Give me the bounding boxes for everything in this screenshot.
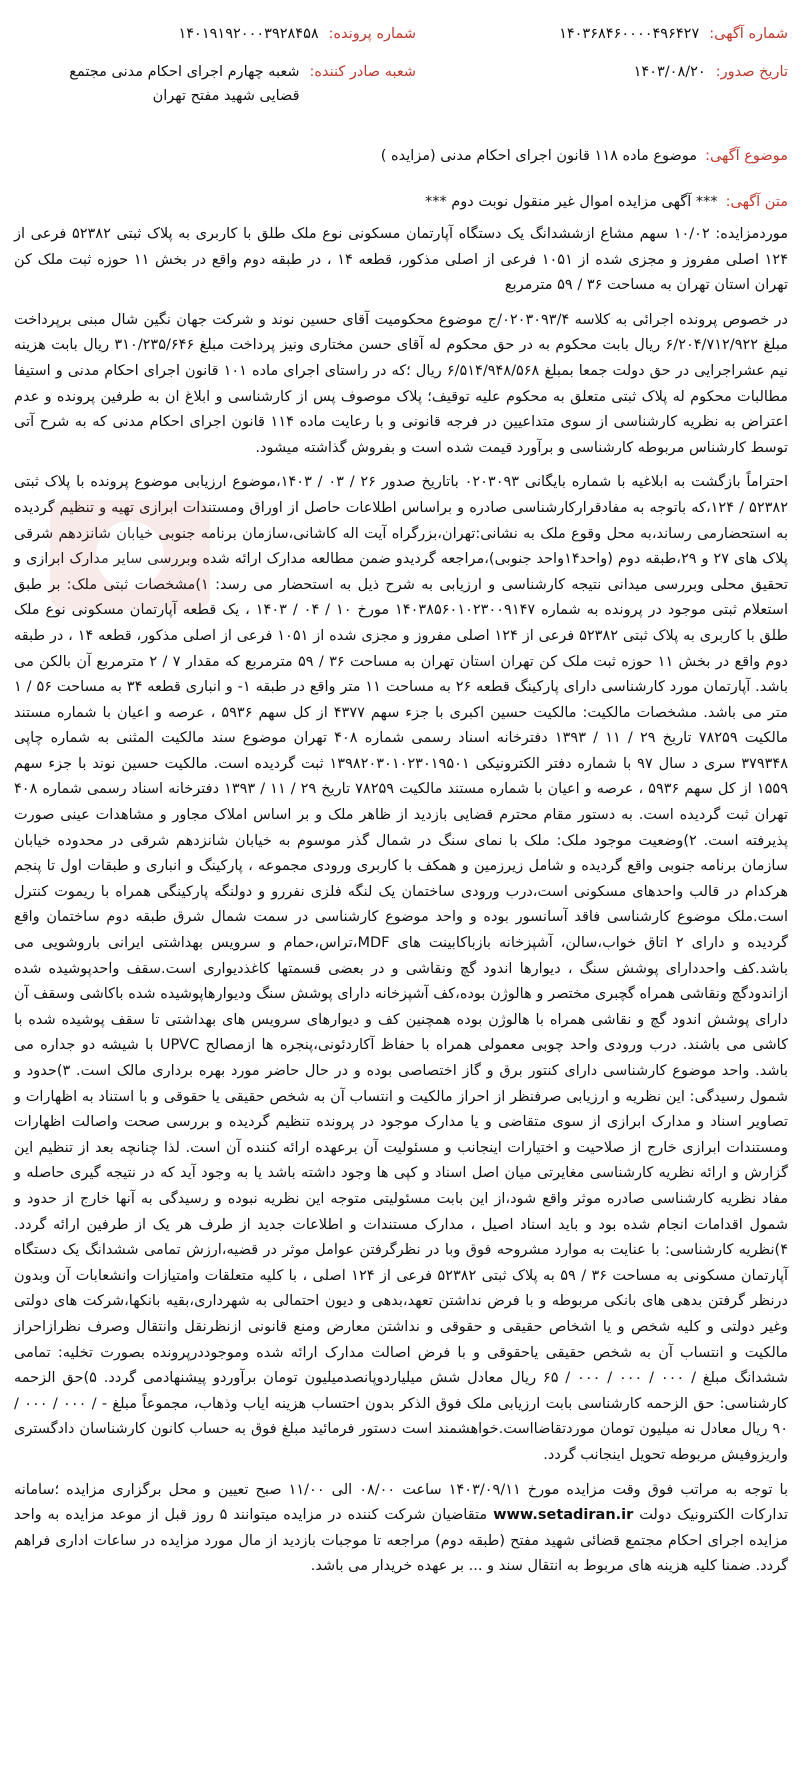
notice-number [416,22,788,46]
setadiran-link[interactable]: www.setadiran.ir [493,1507,634,1524]
issuer-label: شعبه صادر کننده: [309,64,416,80]
issue-date-label: تاریخ صدور: [715,64,788,80]
paragraph-expert-report: احتراماً بازگشت به ابلاغیه با شماره بایگانی ۰۲۰۳۰۹۳ باتاریخ صدور ۲۶ / ۰۳ / ۱۴۰۳،موضوع ارزیابی موضوع پرونده با پلاک ثبتی ۵۲۳۸۲ / ۱۲۴،که باتوجه به مفادقرارکارشناسی صادره و براساس اطلاعات حاصل از اوراق ومستندات ابرازی تهیه و تنظیم گردیده به استحضارمی رساند،به محل وقوع ملک به نشانی:تهران،بزرگراه آیت اله کاشانی،سازمان برنامه جنوبی خیابان شانزدهم شرقی پلاک های ۲۷ و ۲۹،طبقه دوم (واحد۱۴واحد جنوبی)،مراجعه گردیدو ضمن مطالعه مدارک ارائه شده وبررسی سایر مدارک ابرازی و تحقیق محلی وبررسی میدانی نتیجه کارشناسی و ارزیابی به شرح ذیل به استحضار می رسد: ۱)مشخصات ثبتی ملک: بر طبق استعلام ثبتی موجود در پرونده به شماره ۱۴۰۳۸۵۶۰۱۰۲۳۰۰۹۱۴۷ مورخ ۱۰ / ۰۴ / ۱۴۰۳ ، یک قطعه آپارتمان مسکونی نوع ملک طلق با کاربری به پلاک ثبتی ۵۲۳۸۲ فرعی از ۱۲۴ اصلی مفروز و مجزی شده از ۱۰۵۱ فرعی از اصلی مذکور، قطعه ۱۴ ، در طبقه دوم واقع در بخش ۱۱ حوزه ثبت ملک کن تهران استان تهران به مساحت ۳۶ / ۵۹ مترمربع که مقدار ۷ / ۲ مترمربع آن بالکن می باشد. آپارتمان مورد کارشناسی دارای پارکینگ قطعه ۲۶ به مساحت ۱۱ متر واقع در طبقه ۱- و انباری قطعه ۳۴ به مساحت ۵۶ / ۱ متر می باشد. مشخصات مالکیت: مالکیت حسین اکبری با جزء سهم ۴۳۷۷ از کل سهم ۵۹۳۶ ، عرصه و اعیان با شماره مستند مالکیت ۷۸۲۵۹ تاریخ ۲۹ / ۱۱ / ۱۳۹۳ دفترخانه اسناد رسمی شماره ۴۰۸ تهران موضوع سند مالکیت المثنی به شماره چاپی ۳۷۹۳۴۸ سری د سال ۹۷ با شماره دفتر الکترونیکی ۱۳۹۸۲۰۳۰۱۰۲۳۰۱۹۵۰۱ ثبت گردیده است. مالکیت حسین نوند با جزء سهم ۱۵۵۹ از کل سهم ۵۹۳۶ ، عرصه و اعیان با شماره مستند مالکیت ۷۸۲۵۹ تاریخ ۲۹ / ۱۱ / ۱۳۹۳ دفترخانه اسناد رسمی شماره ۴۰۸ تهران ثبت گردیده است. به دستور مقام محترم قضایی بازدید از ظاهر ملک و بر اساس املاک مجاور و مشاهدات عینی صورت پذیرفته است. ۲)وضعیت موجود ملک: ملک با نمای سنگ در شمال گذر موسوم به خیابان شانزدهم شرقی در محدوده خیابان سازمان برنامه جنوبی واقع گردیده و شامل زیرزمین و همکف با کاربری ورودی مجموعه ، پارکینگ و انباری و طبقات اول تا پنجم هرکدام در قالب واحدهای مسکونی است،درب ورودی ساختمان یک لنگه فلزی نفررو و دولنگه پارکینگی همراه با ریموت کنترل است.ملک موضوع کارشناسی فاقد آسانسور بوده و واحد موضوع کارشناسی در سمت شمال شرق طبقه دوم ساختمان واقع گردیده و دارای ۲ اتاق خواب،سالن، آشپزخانه بازباکابینت های MDF،تراس،حمام و سرویس بهداشتی ایرانی باروشویی می باشد.کف واحددارای پوشش سنگ ، دیوارها اندود گچ ونقاشی و در بعضی قسمتها کاغذدیواری است.سقف واحدپوشیده شده ازاندودگچ ونقاشی همراه گچبری مختصر و هالوژن بوده،کف آشپزخانه دارای پوشش سنگ ودیوارهاپوشیده شده باکاشی وسقف آن دارای پوشش اندود گچ و نقاشی همراه با هالوژن بوده همچنین کف و دیوارهای سرویس های بهداشتی تا سقف پوشیده شده با کاشی می باشند. درب ورودی واحد چوبی معمولی همراه با حفاظ آکاردئونی،پنجره ها ازمصالح UPVC با شیشه دو جداره می باشد. واحد موضوع کارشناسی دارای کنتور برق و گاز اختصاصی بوده و در حال حاضر مورد بهره برداری مالک است. ۳)حدود و شمول رسیدگی: این نظریه و ارزیابی صرفنظر از احراز مالکیت و انتساب آن به شخص حقیقی یا حقوقی و با استناد به اظهارات و تصاویر اسناد و مدارک ابرازی از سوی متقاضی و یا مدارک موجود در پرونده تنظیم گردیده و بررسی صحت واصالت اظهارات ومستندات ابرازی خارج از صلاحیت و اختیارات اینجانب و مسئولیت آن برعهده ارائه کننده آن است. لذا چنانچه بعد از تنظیم این گزارش و ارائه نظریه کارشناسی مغایرتی میان اصل اسناد و کپی ها وجود داشته باشد یا به وجود آید که در نتیجه گیری حاصله و مفاد نظریه کارشناسی صادره موثر واقع شود،از این بابت مسئولیتی متوجه این نظریه نبوده و رسیدگی به آنها خارج از حدود و شمول اقدامات انجام شده بود و باید اسناد اصیل ، مدارک مستندات و اطلاعات جدید از طرف هر یک از طرفین ارائه گردد. ۴)نظریه کارشناسی: با عنایت به موارد مشروحه فوق وبا در نظرگرفتن عوامل موثر در قضیه،ارزش تمامی ششدانگ یک دستگاه آپارتمان مسکونی به مساحت ۳۶ / ۵۹ به پلاک ثبتی ۵۲۳۸۲ فرعی از ۱۲۴ اصلی ، با کلیه متعلقات وامتیازات وانشعابات آن وبدون درنظر گرفتن بدهی های بانکی مربوطه و با فرض نداشتن تعهد،بدهی و دیون احتمالی به شهرداری،بقیه بانکها،شرکت های دولتی وغیر دولتی و کلیه شخص و یا اشخاص حقیقی و حقوقی و نداشتن معارض ومنع قانونی ازنظرنقل وانتقال وصرف نظرازاحراز مالکیت و انتساب آن به شخص حقیقی یاحقوقی و با فرض اصالت مدارک ارائه شده وموجوددرپرونده بصورت تخلیه: تمامی ششدانگ مبلغ / ۰۰۰ / ۰۰۰ / ۰۰۰ / ۶۵ ریال معادل شش میلیاردوپانصدمیلیون تومان برآوردو پیشنهادمی گردد. ۵)حق الزحمه کارشناسی: حق الزحمه کارشناسی بابت ارزیابی ملک فوق الذکر بدون احتساب هزینه ایاب وذهاب، مجموعاً مبلغ - / ۰۰۰ / ۰۰۰ / ۹۰ ریال معادل نه میلیون تومان موردتقاضااست.خواهشمند است دستور فرمائید مبلغ فوق به حساب کانون کارشناسان دادگستری واریزوفیش مربوطه تحویل اینجانب گردد. [14,474,789,1463]
issue-date-value: ۱۴۰۳/۰۸/۲۰ [633,64,706,80]
paragraph-closing [14,1478,788,1580]
notice-body [14,222,788,1580]
subject-row [14,144,788,168]
paragraph-case-details: در خصوص پرونده اجرائی به کلاسه ۰۲۰۳۰۹۳/۴/ج موضوع محکومیت آقای حسین نوند و شرکت جهان نگین شال مبنی برپرداخت مبلغ ۶/۲۰۴/۷۱۲/۹۲۲ ریال بابت محکوم به در حق محکوم له آقای حسن مختاری ونیز پرداخت مبلغ ۳۱۰/۲۳۵/۶۴۶ ریال بابت هزینه نیم عشراجرایی در حق دولت جمعا بمبلغ ۶/۵۱۴/۹۴۸/۵۶۸ ریال ؛که در راستای اجرای ماده ۱۰۱ قانون اجرای احکام مدنی و استیفا مطالبات محکوم له پلاک ثبتی متعلق به محکوم علیه توقیف؛ پلاک موصوف پس از کارشناسی و ابلاغ ان به طرفین پرونده و عدم اعتراض به نظریه کارشناسی از سوی متداعیین در فرجه قانونی و با رعایت ماده ۱۱۴ قانون اجرای احکام مدنی که به شرح آتی توسط کارشناس مربوطه کارشناسی و برآورد قیمت شده است و بفروش گذاشته میشود. [14,311,789,456]
body-title-value: *** آگهی مزایده اموال غیر منقول نوبت دوم *** [424,194,718,210]
case-number [14,22,416,46]
subject-value: موضوع ماده ۱۱۸ قانون اجرای احکام مدنی (مزایده ) [380,148,698,164]
case-number-label: شماره پرونده: [328,26,416,42]
issuer [14,60,416,108]
body-title-row [14,190,788,214]
paragraph-auction-item: موردمزایده: ۱۰/۰۲ سهم مشاع ازششدانگ یک دستگاه آپارتمان مسکونی نوع ملک طلق با کاربری به پلاک ثبتی ۵۲۳۸۲ فرعی از ۱۲۴ اصلی مفروز و مجزی شده از ۱۰۵۱ فرعی از اصلی مذکور، قطعه ۱۴ ، در طبقه دوم واقع در بخش ۱۱ حوزه ثبت ملک کن تهران استان تهران به مساحت ۳۶ / ۵۹ مترمربع [14,226,789,294]
notice-number-value: ۱۴۰۳۶۸۴۶۰۰۰۰۴۹۶۴۲۷ [559,26,700,42]
header-row-1 [14,22,788,46]
subject-label: موضوع آگهی: [705,148,788,164]
case-number-value: ۱۴۰۱۹۱۹۲۰۰۰۳۹۲۸۴۵۸ [178,26,319,42]
closing-text-start: با توجه به مراتب فوق وقت مزایده مورخ ۱۴۰۳/۰۹/۱۱ ساعت ۰۸/۰۰ الی ۱۱/۰۰ صبح تعیین و محل برگزاری مزایده ؛سامانه تدارکات الکترونیک دولت [14,1481,788,1524]
body-title-label: متن آگهی: [725,194,788,210]
issuer-value: شعبه چهارم اجرای احکام مدنی مجتمع قضایی شهید مفتح تهران [69,64,300,104]
header-row-2 [14,60,788,108]
closing-text-end: متقاضیان شرکت کننده در مزایده میتوانند ۵ روز قبل از موعد مزایده به واحد مزایده اجرای احکام مجتمع قضائی شهید مفتح (طبقه دوم) مراجعه تا موجبات بازدید از مال مورد مزایده در ساعات اداری فراهم گردد. ضمنا کلیه هزینه های مربوط به انتقال سند و ... بر عهده خریدار می باشد. [14,1507,788,1575]
issue-date [416,60,788,84]
notice-number-label: شماره آگهی: [709,26,788,42]
